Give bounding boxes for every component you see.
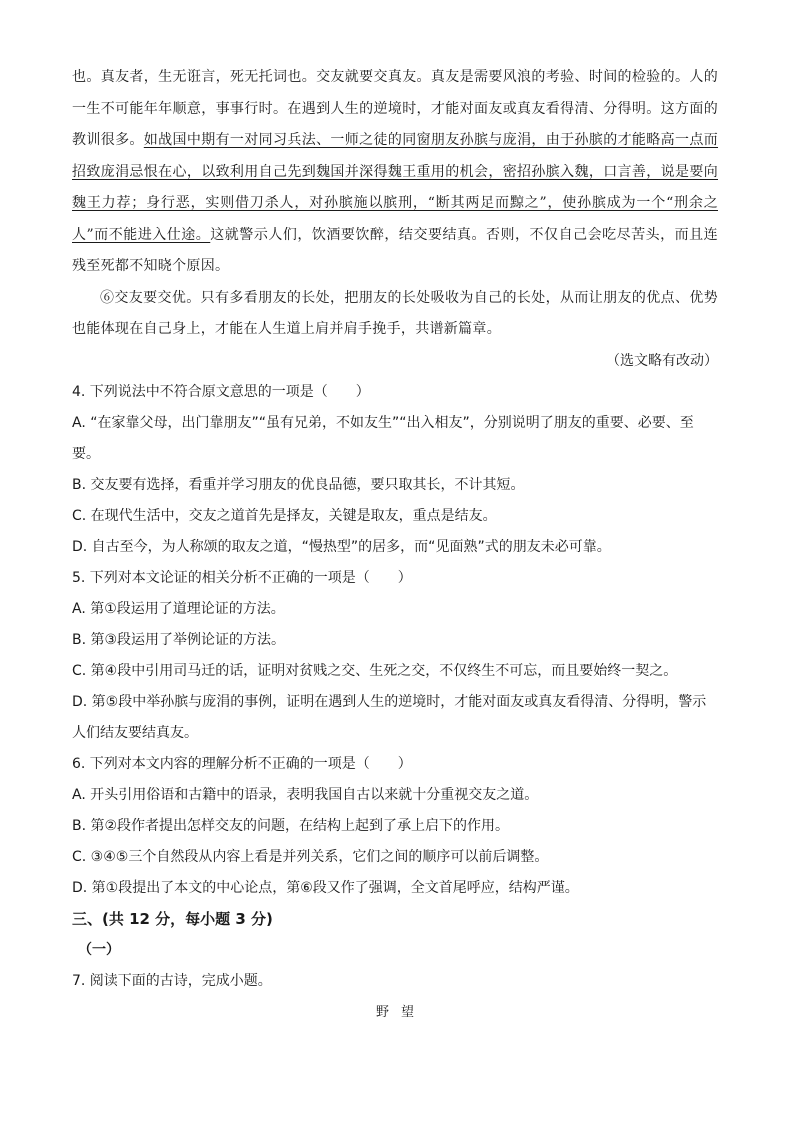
question-4 — [72, 377, 718, 563]
question-7-stem: 7. 阅读下面的古诗，完成小题。 — [72, 972, 272, 989]
option-a: A. 第①段运用了道理论证的方法。 — [72, 600, 285, 617]
exam-page — [72, 62, 718, 1028]
option-b: B. 交友要有选择，看重并学习朋友的优良品德，要只取其长，不计其短。 — [72, 476, 525, 493]
question-5 — [72, 563, 718, 749]
paragraph-5-underlined: 如战国中期有一对同习兵法、一师之徒的同窗朋友孙膑与庞涓，由于孙膑的才能略高一点而招致庞涓忌恨在心，以致利用自己先到魏国并深得魏王重用的机会，密招孙膑入魏，口言善，说是要向魏王力荐；身行恶，实则借刀杀人，对孙膑施以膑刑，“断其两足而黥之”，使孙膑成为一个“刑余之人”而不能进入仕途。 — [72, 132, 719, 243]
question-6 — [72, 749, 718, 904]
option-c: C. ③④⑤三个自然段从内容上看是并列关系，它们之间的顺序可以前后调整。 — [72, 848, 549, 865]
option-a: A. “在家靠父母，出门靠朋友”“虽有兄弟，不如友生”“出入相友”，分别说明了朋友的重要、必要、至要。 — [72, 414, 694, 462]
reading-passage — [72, 62, 718, 346]
paragraph-6: ⑥交友要交优。只有多看朋友的长处，把朋友的长处吸收为自己的长处，从而让朋友的优点、优势也能体现在自己身上，才能在人生道上肩并肩手挽手，共谱新篇章。 — [72, 289, 718, 337]
option-b: B. 第②段作者提出怎样交友的问题，在结构上起到了承上启下的作用。 — [72, 817, 510, 834]
question-stem: 4. 下列说法中不符合原文意思的一项是（ ） — [72, 383, 370, 400]
source-note: （选文略有改动） — [606, 352, 718, 369]
question-stem: 6. 下列对本文内容的理解分析不正确的一项是（ ） — [72, 755, 412, 772]
subsection-heading: （一） — [78, 941, 120, 958]
option-d: D. 第⑤段中举孙膑与庞涓的事例，证明在遇到人生的逆境时，才能对面友或真友看得清、分得明，警示人们结友要结真友。 — [72, 693, 707, 741]
section-3-heading: 三、(共 12 分，每小题 3 分) — [72, 909, 273, 928]
poem-title: 野望 — [375, 1004, 426, 1020]
option-a: A. 开头引用俗语和古籍中的语录，表明我国自古以来就十分重视交友之道。 — [72, 786, 539, 803]
paragraph-5-tail: 这就警示人们，饮酒要饮醉，结交要结真。否则，不仅自己会吃尽苦头，而且连残至死都不知晓个原因。 — [72, 226, 718, 274]
option-d: D. 第①段提出了本文的中心论点，第⑥段又作了强调，全文首尾呼应，结构严谨。 — [72, 879, 579, 896]
option-c: C. 在现代生活中，交友之道首先是择友，关键是取友，重点是结友。 — [72, 507, 497, 524]
option-b: B. 第③段运用了举例论证的方法。 — [72, 631, 286, 648]
paragraph-5 — [72, 62, 718, 283]
option-d: D. 自古至今，为人称颂的取友之道，“慢热型”的居多，而“见面熟”式的朋友未必可靠。 — [72, 538, 611, 555]
option-c: C. 第④段中引用司马迁的话，证明对贫贱之交、生死之交，不仅终生不可忘，而且要始终一契之。 — [72, 662, 678, 679]
question-stem: 5. 下列对本文论证的相关分析不正确的一项是（ ） — [72, 569, 412, 586]
paragraph-5-lead: 也。真友者，生无诳言，死无托词也。交友就要交真友。真友是需要风浪的考验、时间的检验的。人的一生不可能年年顺意，事事行时。在遇到人生的逆境时，才能对面友或真友看得清、分得明。这方面的教训很多。 — [72, 69, 718, 148]
